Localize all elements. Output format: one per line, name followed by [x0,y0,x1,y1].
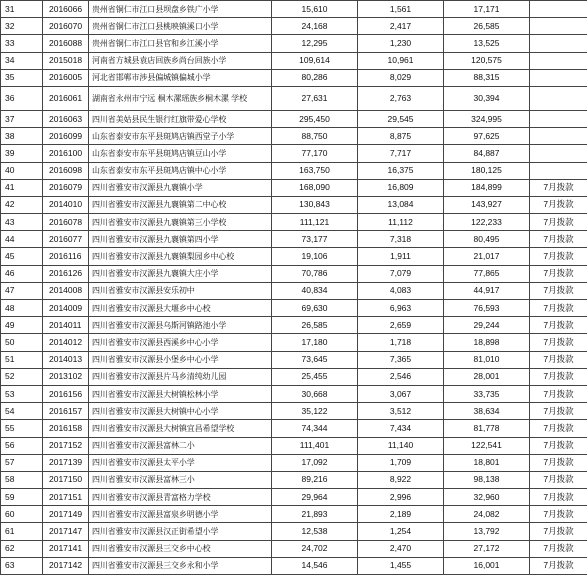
amount-cell: 89,216 [272,471,358,488]
amount-cell: 15,610 [272,1,358,18]
amount-cell: 12,295 [272,35,358,52]
project-code-cell: 2016157 [43,403,89,420]
table-row [1,489,587,506]
row-number-cell: 37 [1,110,43,127]
table-row [1,454,587,471]
note-cell: 7月拨款 [530,248,587,265]
row-number-cell: 47 [1,282,43,299]
project-code-cell: 2016156 [43,385,89,402]
note-cell: 7月拨款 [530,557,587,574]
project-code-cell: 2016126 [43,265,89,282]
row-number-cell: 49 [1,317,43,334]
note-cell: 7月拨款 [530,317,587,334]
table-row [1,420,587,437]
school-name-cell: 四川省雅安市汉源县九襄镇小学 [89,179,272,196]
school-name-cell: 四川省雅安市汉源县九襄镇梨园乡中心校 [89,248,272,265]
school-name-cell: 贵州省铜仁市江口县官和乡江溪小学 [89,35,272,52]
row-number-cell: 38 [1,128,43,145]
fee-cell: 6,963 [358,300,444,317]
project-code-cell: 2016088 [43,35,89,52]
school-name-cell: 四川省雅安市汉源县小堡乡中心小学 [89,351,272,368]
table-row [1,523,587,540]
total-cell: 143,927 [444,196,530,213]
total-cell: 21,017 [444,248,530,265]
row-number-cell: 62 [1,540,43,557]
school-name-cell: 四川省雅安市汉源县安乐初中 [89,282,272,299]
project-code-cell: 2014011 [43,317,89,334]
school-name-cell: 四川省雅安市汉源县九襄镇大庄小学 [89,265,272,282]
total-cell: 24,082 [444,506,530,523]
school-name-cell: 四川省雅安市汉源县太平小学 [89,454,272,471]
project-code-cell: 2016099 [43,128,89,145]
row-number-cell: 56 [1,437,43,454]
project-code-cell: 2017142 [43,557,89,574]
fee-cell: 7,434 [358,420,444,437]
table-row [1,248,587,265]
table-row [1,110,587,127]
school-name-cell: 四川省雅安市汉源县九襄镇第四小学 [89,231,272,248]
amount-cell: 40,834 [272,282,358,299]
fee-cell: 7,079 [358,265,444,282]
amount-cell: 163,750 [272,162,358,179]
school-name-cell: 山东省泰安市东平县斑鸠店镇豆山小学 [89,145,272,162]
fee-cell: 2,996 [358,489,444,506]
amount-cell: 27,631 [272,86,358,110]
project-code-cell: 2016005 [43,69,89,86]
fee-cell: 1,709 [358,454,444,471]
row-number-cell: 31 [1,1,43,18]
school-name-cell: 四川省雅安市汉源县乌斯河镇路池小学 [89,317,272,334]
row-number-cell: 43 [1,214,43,231]
fee-cell: 11,140 [358,437,444,454]
fee-cell: 2,470 [358,540,444,557]
fee-cell: 7,365 [358,351,444,368]
table-row [1,471,587,488]
project-code-cell: 2016063 [43,110,89,127]
note-cell [530,52,587,69]
school-name-cell: 四川省雅安市汉源县九襄镇第三小学校 [89,214,272,231]
row-number-cell: 63 [1,557,43,574]
table-row [1,317,587,334]
amount-cell: 25,455 [272,368,358,385]
table-row [1,334,587,351]
project-code-cell: 2017151 [43,489,89,506]
total-cell: 18,898 [444,334,530,351]
amount-cell: 14,546 [272,557,358,574]
table-row [1,18,587,35]
fee-cell: 2,417 [358,18,444,35]
amount-cell: 19,106 [272,248,358,265]
total-cell: 18,801 [444,454,530,471]
school-name-cell: 四川省雅安市汉源县三交乡中心校 [89,540,272,557]
table-row [1,437,587,454]
note-cell: 7月拨款 [530,385,587,402]
table-row [1,162,587,179]
project-code-cell: 2016070 [43,18,89,35]
note-cell: 7月拨款 [530,214,587,231]
school-name-cell: 四川省雅安市汉源县西溪乡中心小学 [89,334,272,351]
school-name-cell: 四川省雅安市汉源县片马乡清纯幼儿园 [89,368,272,385]
total-cell: 16,001 [444,557,530,574]
fee-cell: 16,809 [358,179,444,196]
total-cell: 30,394 [444,86,530,110]
project-code-cell: 2014009 [43,300,89,317]
note-cell: 7月拨款 [530,437,587,454]
amount-cell: 111,121 [272,214,358,231]
table-row [1,86,587,110]
project-code-cell: 2014010 [43,196,89,213]
fee-cell: 13,084 [358,196,444,213]
row-number-cell: 59 [1,489,43,506]
note-cell: 7月拨款 [530,489,587,506]
amount-cell: 111,401 [272,437,358,454]
project-code-cell: 2013102 [43,368,89,385]
project-code-cell: 2016116 [43,248,89,265]
table-row [1,540,587,557]
fee-cell: 2,659 [358,317,444,334]
row-number-cell: 46 [1,265,43,282]
fee-cell: 4,083 [358,282,444,299]
fee-cell: 1,911 [358,248,444,265]
fee-cell: 1,561 [358,1,444,18]
note-cell: 7月拨款 [530,179,587,196]
fee-cell: 11,112 [358,214,444,231]
note-cell: 7月拨款 [530,540,587,557]
fee-cell: 3,067 [358,385,444,402]
school-name-cell: 四川省美姑县民生银行红旗带爱心学校 [89,110,272,127]
note-cell: 7月拨款 [530,265,587,282]
table-body [1,1,587,575]
note-cell [530,69,587,86]
table-row [1,265,587,282]
row-number-cell: 58 [1,471,43,488]
row-number-cell: 52 [1,368,43,385]
row-number-cell: 33 [1,35,43,52]
table-row [1,385,587,402]
note-cell [530,86,587,110]
total-cell: 97,625 [444,128,530,145]
school-name-cell: 四川省雅安市汉源县大树镇松林小学 [89,385,272,402]
table-row [1,196,587,213]
note-cell [530,128,587,145]
total-cell: 28,001 [444,368,530,385]
amount-cell: 73,645 [272,351,358,368]
school-name-cell: 河北省邯郸市涉县偏城镇偏城小学 [89,69,272,86]
amount-cell: 88,750 [272,128,358,145]
project-code-cell: 2017150 [43,471,89,488]
fee-cell: 7,717 [358,145,444,162]
table-row [1,52,587,69]
school-name-cell: 湖南省永州市宁远 桐木漯瑶族乡桐木漯 学校 [89,86,272,110]
project-code-cell: 2016061 [43,86,89,110]
table-row [1,557,587,574]
total-cell: 38,634 [444,403,530,420]
project-code-cell: 2017149 [43,506,89,523]
row-number-cell: 36 [1,86,43,110]
note-cell: 7月拨款 [530,300,587,317]
school-name-cell: 山东省泰安市东平县斑鸠店镇西堂子小学 [89,128,272,145]
fee-cell: 29,545 [358,110,444,127]
note-cell: 7月拨款 [530,282,587,299]
table-row [1,1,587,18]
row-number-cell: 57 [1,454,43,471]
fee-cell: 8,029 [358,69,444,86]
project-code-cell: 2017147 [43,523,89,540]
total-cell: 81,010 [444,351,530,368]
project-code-cell: 2016158 [43,420,89,437]
project-code-cell: 2017152 [43,437,89,454]
total-cell: 29,244 [444,317,530,334]
amount-cell: 69,630 [272,300,358,317]
school-name-cell: 四川省雅安市汉源县青富格力学校 [89,489,272,506]
note-cell: 7月拨款 [530,454,587,471]
school-name-cell: 四川省雅安市汉源县三交乡永和小学 [89,557,272,574]
total-cell: 44,917 [444,282,530,299]
row-number-cell: 44 [1,231,43,248]
project-code-cell: 2016078 [43,214,89,231]
row-number-cell: 39 [1,145,43,162]
row-number-cell: 45 [1,248,43,265]
fee-cell: 2,763 [358,86,444,110]
amount-cell: 29,964 [272,489,358,506]
school-name-cell: 河南省方城县袁店回族乡尚台回族小学 [89,52,272,69]
note-cell [530,145,587,162]
project-code-cell: 2014013 [43,351,89,368]
note-cell: 7月拨款 [530,368,587,385]
table-row [1,506,587,523]
total-cell: 81,778 [444,420,530,437]
note-cell: 7月拨款 [530,196,587,213]
project-code-cell: 2017141 [43,540,89,557]
table-row [1,351,587,368]
fee-cell: 3,512 [358,403,444,420]
total-cell: 122,541 [444,437,530,454]
project-code-cell: 2014012 [43,334,89,351]
note-cell [530,1,587,18]
table-row [1,179,587,196]
amount-cell: 70,786 [272,265,358,282]
row-number-cell: 32 [1,18,43,35]
fee-cell: 8,875 [358,128,444,145]
row-number-cell: 41 [1,179,43,196]
amount-cell: 24,702 [272,540,358,557]
table-row [1,403,587,420]
row-number-cell: 61 [1,523,43,540]
school-name-cell: 贵州省铜仁市江口县桃映镇溪口小学 [89,18,272,35]
project-code-cell: 2016066 [43,1,89,18]
fee-cell: 2,189 [358,506,444,523]
row-number-cell: 40 [1,162,43,179]
amount-cell: 109,614 [272,52,358,69]
fee-cell: 10,961 [358,52,444,69]
fee-cell: 1,254 [358,523,444,540]
row-number-cell: 55 [1,420,43,437]
fee-cell: 1,718 [358,334,444,351]
amount-cell: 73,177 [272,231,358,248]
amount-cell: 30,668 [272,385,358,402]
fee-cell: 1,230 [358,35,444,52]
project-code-cell: 2015018 [43,52,89,69]
amount-cell: 21,893 [272,506,358,523]
project-code-cell: 2016100 [43,145,89,162]
amount-cell: 17,092 [272,454,358,471]
amount-cell: 12,538 [272,523,358,540]
amount-cell: 168,090 [272,179,358,196]
table-row [1,35,587,52]
project-code-cell: 2016098 [43,162,89,179]
school-name-cell: 山东省泰安市东平县斑鸠店镇中心小学 [89,162,272,179]
school-name-cell: 四川省雅安市汉源县富林三小 [89,471,272,488]
note-cell [530,110,587,127]
table-row [1,69,587,86]
amount-cell: 74,344 [272,420,358,437]
total-cell: 13,525 [444,35,530,52]
note-cell: 7月拨款 [530,351,587,368]
total-cell: 27,172 [444,540,530,557]
amount-cell: 17,180 [272,334,358,351]
project-code-cell: 2014008 [43,282,89,299]
amount-cell: 130,843 [272,196,358,213]
table-row [1,214,587,231]
total-cell: 98,138 [444,471,530,488]
fee-cell: 1,455 [358,557,444,574]
table-row [1,128,587,145]
note-cell: 7月拨款 [530,403,587,420]
note-cell [530,35,587,52]
table-row [1,145,587,162]
total-cell: 80,495 [444,231,530,248]
amount-cell: 24,168 [272,18,358,35]
fee-cell: 7,318 [358,231,444,248]
amount-cell: 35,122 [272,403,358,420]
school-name-cell: 四川省雅安市汉源县富林二小 [89,437,272,454]
amount-cell: 295,450 [272,110,358,127]
row-number-cell: 60 [1,506,43,523]
note-cell: 7月拨款 [530,471,587,488]
total-cell: 120,575 [444,52,530,69]
note-cell: 7月拨款 [530,523,587,540]
school-name-cell: 四川省雅安市汉源县大树镇中心小学 [89,403,272,420]
note-cell: 7月拨款 [530,506,587,523]
project-code-cell: 2016077 [43,231,89,248]
school-name-cell: 四川省雅安市汉源县大树镇宜昌希望学校 [89,420,272,437]
total-cell: 26,585 [444,18,530,35]
total-cell: 33,735 [444,385,530,402]
row-number-cell: 50 [1,334,43,351]
total-cell: 32,960 [444,489,530,506]
amount-cell: 26,585 [272,317,358,334]
row-number-cell: 34 [1,52,43,69]
project-code-cell: 2017139 [43,454,89,471]
table-row [1,300,587,317]
fee-cell: 2,546 [358,368,444,385]
row-number-cell: 53 [1,385,43,402]
table-row [1,282,587,299]
total-cell: 184,899 [444,179,530,196]
school-name-cell: 四川省雅安市汉源县大堰乡中心校 [89,300,272,317]
fee-cell: 16,375 [358,162,444,179]
school-name-cell: 四川省雅安市汉源县富泉乡明德小学 [89,506,272,523]
table-row [1,231,587,248]
note-cell [530,162,587,179]
project-code-cell: 2016079 [43,179,89,196]
school-name-cell: 四川省雅安市汉源县汉正街希望小学 [89,523,272,540]
fee-cell: 8,922 [358,471,444,488]
total-cell: 13,792 [444,523,530,540]
total-cell: 17,171 [444,1,530,18]
row-number-cell: 42 [1,196,43,213]
school-name-cell: 四川省雅安市汉源县九襄镇第二中心校 [89,196,272,213]
amount-cell: 77,170 [272,145,358,162]
row-number-cell: 48 [1,300,43,317]
note-cell: 7月拨款 [530,334,587,351]
note-cell: 7月拨款 [530,231,587,248]
total-cell: 324,995 [444,110,530,127]
total-cell: 122,233 [444,214,530,231]
table-row [1,368,587,385]
total-cell: 88,315 [444,69,530,86]
school-name-cell: 贵州省铜仁市江口县坝盘乡铁广小学 [89,1,272,18]
total-cell: 76,593 [444,300,530,317]
row-number-cell: 51 [1,351,43,368]
total-cell: 180,125 [444,162,530,179]
row-number-cell: 35 [1,69,43,86]
amount-cell: 80,286 [272,69,358,86]
total-cell: 84,887 [444,145,530,162]
note-cell: 7月拨款 [530,420,587,437]
row-number-cell: 54 [1,403,43,420]
note-cell [530,18,587,35]
total-cell: 77,865 [444,265,530,282]
